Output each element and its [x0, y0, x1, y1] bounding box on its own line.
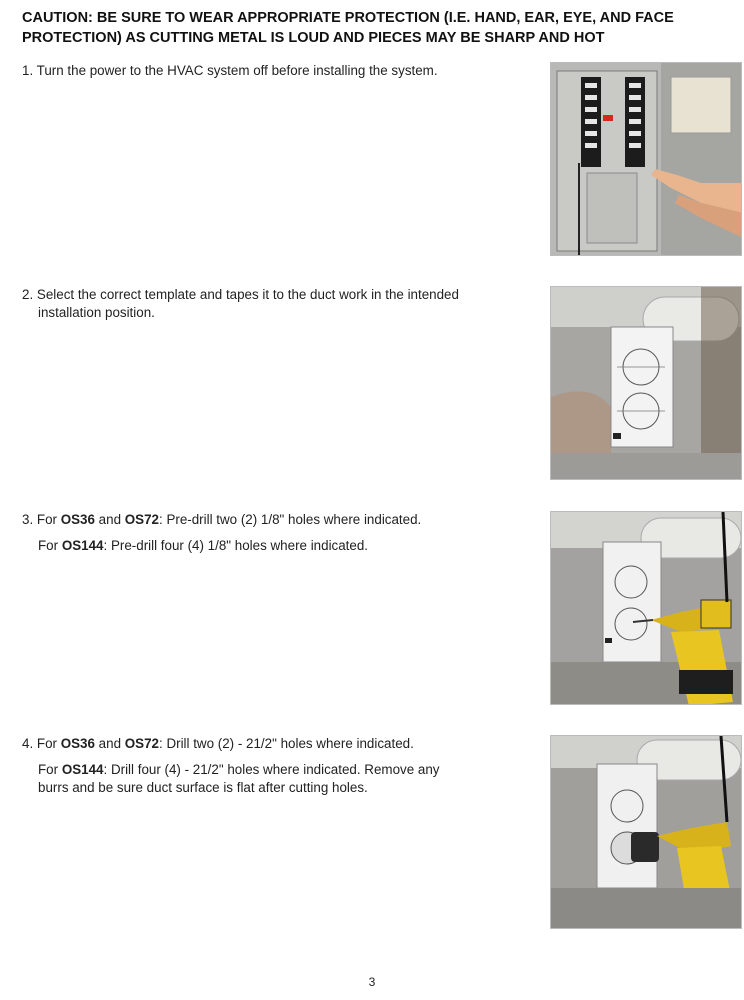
caution-heading	[22, 8, 722, 48]
step-1-text: 1. Turn the power to the HVAC system off before installing the system.	[22, 63, 438, 78]
model-os36: OS36	[60, 736, 95, 751]
template-on-duct-image	[551, 287, 742, 480]
step-2-text-line-2: installation position.	[38, 305, 155, 320]
predrill-image	[551, 512, 742, 705]
model-os144: OS144	[61, 538, 104, 553]
step-2-photo-template-taped	[550, 286, 742, 480]
caution-line-1: CAUTION: BE SURE TO WEAR APPROPRIATE PROTECTION (I.E. HAND, EAR, EYE, AND FACE	[22, 10, 674, 26]
step-4	[22, 735, 532, 797]
step-3-text: 3. For OS36 and OS72: Pre-drill two (2) 1/8" holes where indicated.	[22, 512, 422, 527]
step-4-subtext-line-2: burrs and be sure duct surface is flat after cutting holes.	[38, 780, 368, 795]
step-1-photo-breaker-panel	[550, 62, 742, 256]
step-3-subtext: For OS144: Pre-drill four (4) 1/8" holes where indicated.	[38, 538, 369, 553]
model-os36: OS36	[60, 512, 95, 527]
step-4-text: 4. For OS36 and OS72: Drill two (2) - 21/2" holes where indicated.	[22, 736, 414, 751]
breaker-panel-image	[551, 63, 742, 256]
step-3-photo-predrill	[550, 511, 742, 705]
step-1	[22, 62, 532, 80]
step-2-text-line-1: 2. Select the correct template and tapes it to the duct work in the intended	[22, 287, 459, 302]
caution-line-2: PROTECTION) AS CUTTING METAL IS LOUD AND PIECES MAY BE SHARP AND HOT	[22, 30, 605, 46]
step-4-photo-hole-saw	[550, 735, 742, 929]
model-os144: OS144	[61, 762, 104, 777]
model-os72: OS72	[124, 512, 159, 527]
step-2	[22, 286, 532, 322]
model-os72: OS72	[124, 736, 159, 751]
hole-saw-image	[551, 736, 742, 929]
step-4-subtext: For OS144: Drill four (4) - 21/2" holes where indicated. Remove any	[38, 762, 440, 777]
step-3	[22, 511, 532, 555]
page-number: 3	[368, 975, 376, 989]
